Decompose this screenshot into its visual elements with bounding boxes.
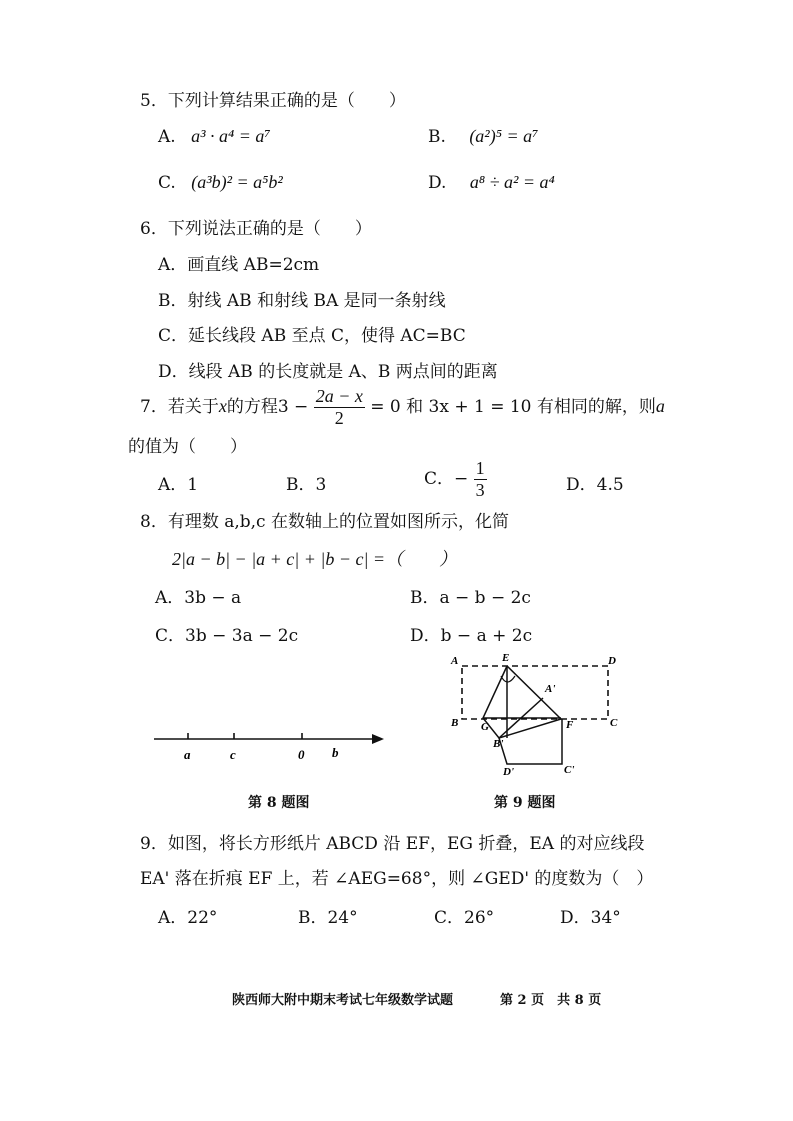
q5-option-d — [428, 172, 555, 193]
q8-number-line — [150, 722, 390, 772]
q7-option-c-pre: C．− — [424, 469, 469, 489]
label-A-prime: A' — [545, 683, 556, 695]
label-G: G — [481, 721, 489, 733]
q5-option-a-letter: A. — [158, 127, 176, 147]
q7-option-b: B．3 — [286, 475, 327, 495]
label-0: 0 — [298, 747, 305, 762]
folded-flap — [499, 719, 562, 764]
label-a: a — [184, 747, 191, 762]
footer-title: 陕西师大附中期末考试七年级数学试题 — [232, 993, 454, 1008]
q9-option-c: C．26° — [434, 908, 495, 928]
q5-option-a — [158, 126, 271, 147]
q5-option-b — [428, 126, 538, 147]
q6-stem: 6．下列说法正确的是（ ） — [140, 219, 372, 239]
label-C-prime: C' — [564, 764, 575, 776]
q5-option-a-expr: a³ · a⁴ = a⁷ — [191, 126, 271, 146]
q5-stem: 5．下列计算结果正确的是（ ） — [140, 91, 406, 111]
q5-option-d-letter: D. — [428, 173, 447, 193]
q8-option-b: B．a − b − 2c — [410, 588, 531, 608]
q7-stem-mid1: 的方程3 − — [226, 397, 309, 417]
q7-fraction-numerator: 2a − x — [315, 386, 363, 406]
q7-option-c-fraction — [474, 458, 487, 501]
label-D: D — [608, 655, 616, 667]
q6-option-b: B．射线 AB 和射线 BA 是同一条射线 — [158, 291, 446, 311]
q6-option-a: A．画直线 AB=2cm — [158, 255, 320, 275]
q8-expression: 2|a − b| − |a + c| + |b − c| =（ ） — [172, 549, 458, 569]
q9-option-d: D．34° — [560, 908, 621, 928]
label-B-prime: B' — [493, 738, 504, 750]
q8-option-c: C．3b − 3a − 2c — [155, 626, 299, 646]
q7-fraction-denominator: 2 — [334, 408, 344, 428]
q5-option-c-letter: C. — [158, 173, 176, 193]
q9-stem-line1: 9．如图，将长方形纸片 ABCD 沿 EF，EG 折叠，EA 的对应线段 — [140, 834, 645, 854]
fig9-caption: 第 9 题图 — [494, 795, 556, 811]
angle-arc — [501, 676, 515, 682]
number-line-arrow-icon — [372, 734, 384, 744]
label-C: C — [610, 717, 618, 729]
label-B: B — [451, 717, 459, 729]
label-E: E — [502, 652, 510, 664]
q9-option-a: A．22° — [158, 908, 218, 928]
q5-option-c-expr: (a³b)² = a⁵b² — [191, 172, 283, 192]
q7-option-a: A．1 — [158, 475, 199, 495]
q9-stem-line2: EA' 落在折痕 EF 上，若 ∠AEG=68°，则 ∠GED' 的度数为（ ） — [140, 869, 654, 889]
label-F: F — [566, 719, 574, 731]
q7-fraction — [314, 386, 365, 429]
label-b: b — [332, 745, 339, 760]
q5-option-c — [158, 172, 283, 193]
q6-option-c: C．延长线段 AB 至点 C，使得 AC=BC — [158, 326, 466, 346]
q6-option-d: D．线段 AB 的长度就是 A、B 两点间的距离 — [158, 362, 498, 382]
q7-option-d: D．4.5 — [566, 475, 624, 495]
fig9-folding-diagram — [445, 648, 630, 778]
q8-option-a: A．3b − a — [155, 588, 242, 608]
q7-stem-pre: 7．若关于 — [140, 397, 219, 417]
label-D-prime: D' — [503, 766, 514, 778]
q5-option-b-letter: B. — [428, 127, 446, 147]
q7-stem-line2: 的值为（ ） — [128, 437, 247, 457]
fold-triangles — [483, 666, 561, 738]
q7-var-x: x — [218, 396, 227, 416]
footer-page-number: 第 2 页 共 8 页 — [500, 993, 602, 1008]
fig8-caption: 第 8 题图 — [248, 795, 310, 811]
q7-stem — [140, 386, 665, 429]
q9-option-b: B．24° — [298, 908, 358, 928]
q7-option-c-denominator: 3 — [475, 480, 485, 500]
label-A: A — [451, 655, 459, 667]
q7-option-c-numerator: 1 — [475, 458, 485, 478]
q8-option-d: D．b − a + 2c — [410, 626, 533, 646]
q8-stem: 8．有理数 a,b,c 在数轴上的位置如图所示，化简 — [140, 512, 509, 532]
q5-option-d-expr: a⁸ ÷ a² = a⁴ — [469, 172, 555, 192]
label-c: c — [230, 747, 236, 762]
q7-var-a: a — [655, 396, 665, 416]
q5-option-b-expr: (a²)⁵ = a⁷ — [469, 126, 539, 146]
q7-option-c — [424, 458, 487, 501]
q7-stem-mid2: = 0 和 3x + 1 = 10 有相同的解，则 — [370, 397, 656, 417]
